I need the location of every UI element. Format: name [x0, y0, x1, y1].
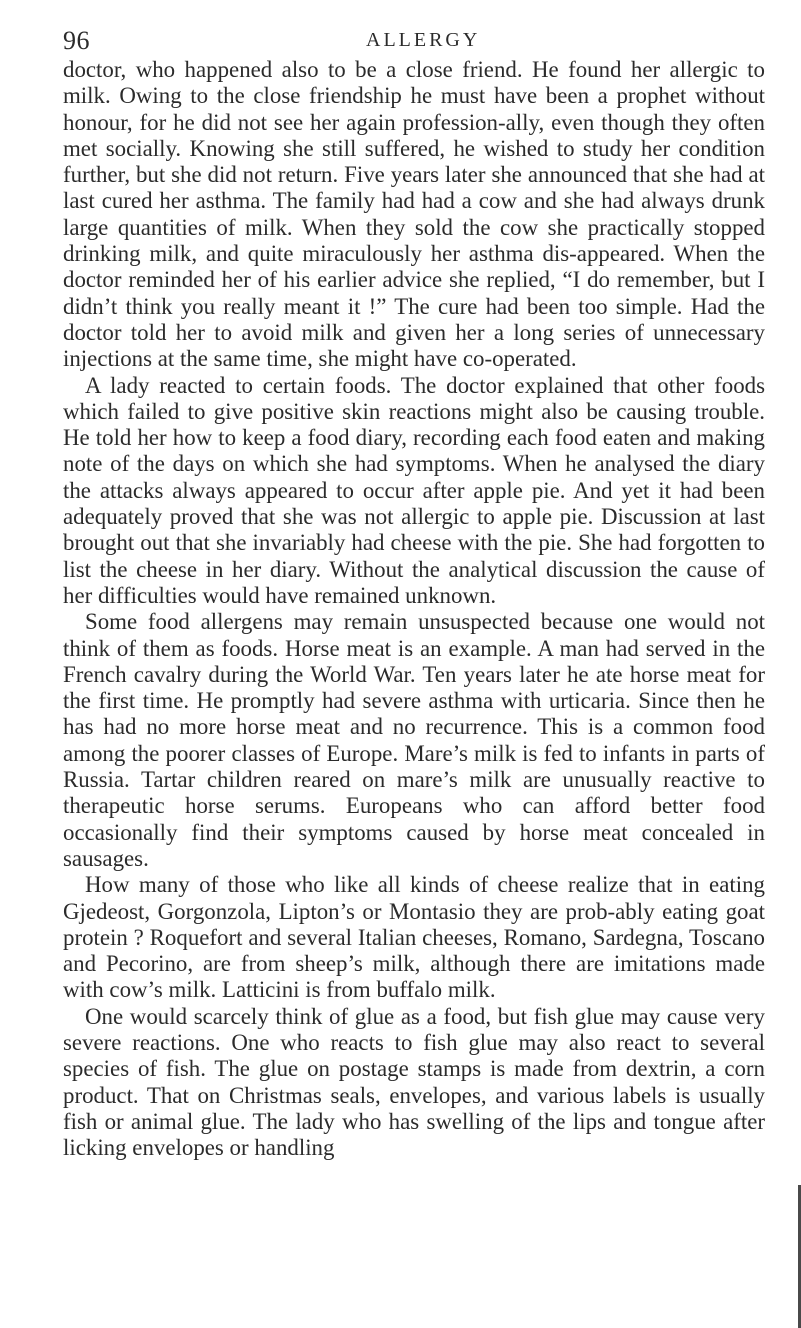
paragraph-fish-glue: One would scarcely think of glue as a food, but fish glue may cause very severe reactions. One who reacts to fish glue may also react to several species of fish. The glue on postage stamps is made from dextrin, a corn product. That on Christmas seals, envelopes, and various labels is usually fish or animal glue. The lady who has swelling of the lips and tongue after licking envelopes or handling [63, 1003, 765, 1161]
paragraph-food-diary: A lady reacted to certain foods. The doctor explained that other foods which failed to give positive skin reactions might also be causing trouble. He told her how to keep a food diary, recording each food eaten and making note of the days on which she had symptoms. When he analysed the diary the attacks always appeared to occur after apple pie. And yet it had been adequately proved that she was not allergic to apple pie. Discussion at last brought out that she invariably had cheese with the pie. She had forgotten to list the cheese in her diary. Without the analytical discussion the cause of her difficulties would have remained unknown. [63, 372, 765, 608]
body-text [63, 57, 765, 1161]
paragraph-horse-meat: Some food allergens may remain unsuspected because one would not think of them as foods. Horse meat is an example. A man had served in the French cavalry during the World War. Ten years later he ate horse meat for the first time. He promptly had severe asthma with urticaria. Since then he has had no more horse meat and no recurrence. This is a common food among the poorer classes of Europe. Mare’s milk is fed to infants in parts of Russia. Tartar children reared on mare’s milk are unusually reactive to therapeutic horse serums. Europeans who can afford better food occasionally find their symptoms caused by horse meat concealed in sausages. [63, 609, 765, 871]
paragraph-continued: doctor, who happened also to be a close friend. He found her allergic to milk. Owing to the close friendship he must have been a prophet without honour, for he did not see her again profession-ally, even though they often met socially. Knowing she still suffered, he wished to study her condition further, but she did not return. Five years later she announced that she had at last cured her asthma. The family had had a cow and she had always drunk large quantities of milk. When they sold the cow she practically stopped drinking milk, and quite miraculously her asthma dis-appeared. When the doctor reminded her of his earlier advice she replied, “I do remember, but I didn’t think you really meant it !” The cure had been too simple. Had the doctor told her to avoid milk and given her a long series of unnecessary injections at the same time, she might have co-operated. [63, 57, 765, 372]
running-head: ALLERGY [366, 29, 481, 51]
page-number: 96 [63, 26, 90, 55]
paragraph-cheese: How many of those who like all kinds of cheese realize that in eating Gjedeost, Gorgonzola, Lipton’s or Montasio they are prob-ably eating goat protein ? Roquefort and several Italian cheeses, Romano, Sardegna, Toscano and Pecorino, are from sheep’s milk, although there are imitations made with cow’s milk. Latticini is from buffalo milk. [63, 872, 765, 1003]
